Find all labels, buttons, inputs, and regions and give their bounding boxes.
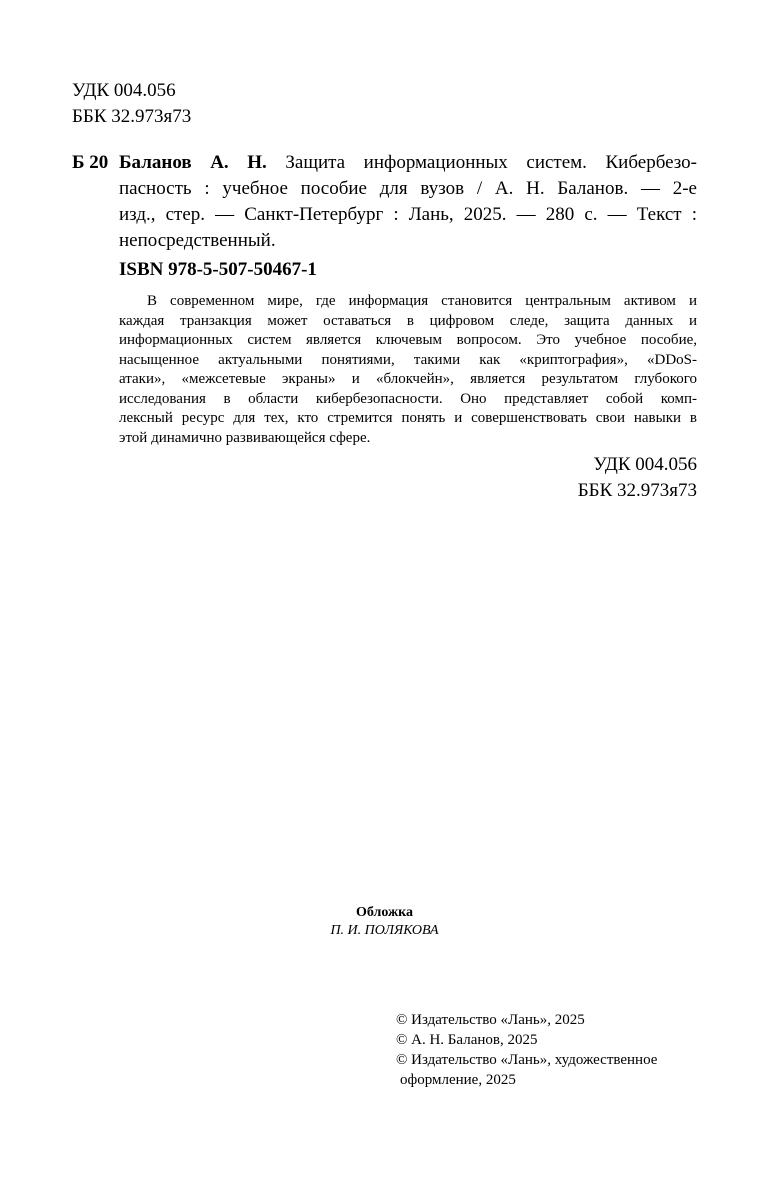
author-mark: Б 20 [72, 152, 109, 173]
copyright-line-4: оформление, 2025 [400, 1072, 516, 1088]
title-start: Защита информационных систем. Кибербезо- [266, 152, 697, 173]
cover-credit-name: П. И. ПОЛЯКОВА [330, 923, 439, 938]
isbn: ISBN 978-5-507-50467-1 [119, 259, 317, 280]
abstract-line-7: лексный ресурс для тех, кто стремится понять и совершенствовать свои навыки в [119, 410, 697, 426]
bibliographic-entry [119, 150, 697, 254]
bbk-code: ББК 32.973я73 [72, 106, 192, 127]
entry-line-2: пасность : учебное пособие для вузов / А. Н. Баланов. — 2-е [119, 178, 697, 199]
abstract [119, 292, 697, 448]
abstract-line-8: этой динамично развивающейся сфере. [119, 429, 371, 446]
abstract-line-6: исследования в области кибербезопасности. Оно представляет собой комп- [119, 390, 697, 407]
copyright-line-3: © Издательство «Лань», художественное [396, 1052, 658, 1068]
udk-code-right: УДК 004.056 [593, 454, 697, 475]
abstract-line-2: каждая транзакция может оставаться в цифровом следе, защита данных и [119, 312, 697, 329]
abstract-line-3: информационных систем является ключевым вопросом. Это учебное пособие, [119, 332, 697, 348]
author-name: Баланов А. Н. [119, 152, 267, 173]
classification-right [450, 452, 697, 504]
cover-credit-label: Обложка [355, 905, 414, 920]
bbk-code-right: ББК 32.973я73 [577, 480, 697, 501]
entry-line-4: непосредственный. [119, 230, 276, 251]
copyright-line-2: © А. Н. Баланов, 2025 [396, 1032, 538, 1048]
entry-line-3: изд., стер. — Санкт-Петербург : Лань, 2025. — 280 с. — Текст : [119, 204, 697, 225]
udk-code: УДК 004.056 [72, 80, 176, 101]
copyright-block [396, 1010, 657, 1090]
entry-line-1 [119, 150, 697, 176]
abstract-line-4: насыщенное актуальными понятиями, такими как «криптография», «DDoS- [119, 351, 697, 368]
copyright-line-1: © Издательство «Лань», 2025 [396, 1012, 585, 1028]
classification-top [72, 78, 191, 130]
abstract-line-5: атаки», «межсетевые экраны» и «блокчейн», является результатом глубокого [119, 371, 697, 387]
abstract-line-1: В современном мире, где информация становится центральным активом и [147, 293, 697, 309]
